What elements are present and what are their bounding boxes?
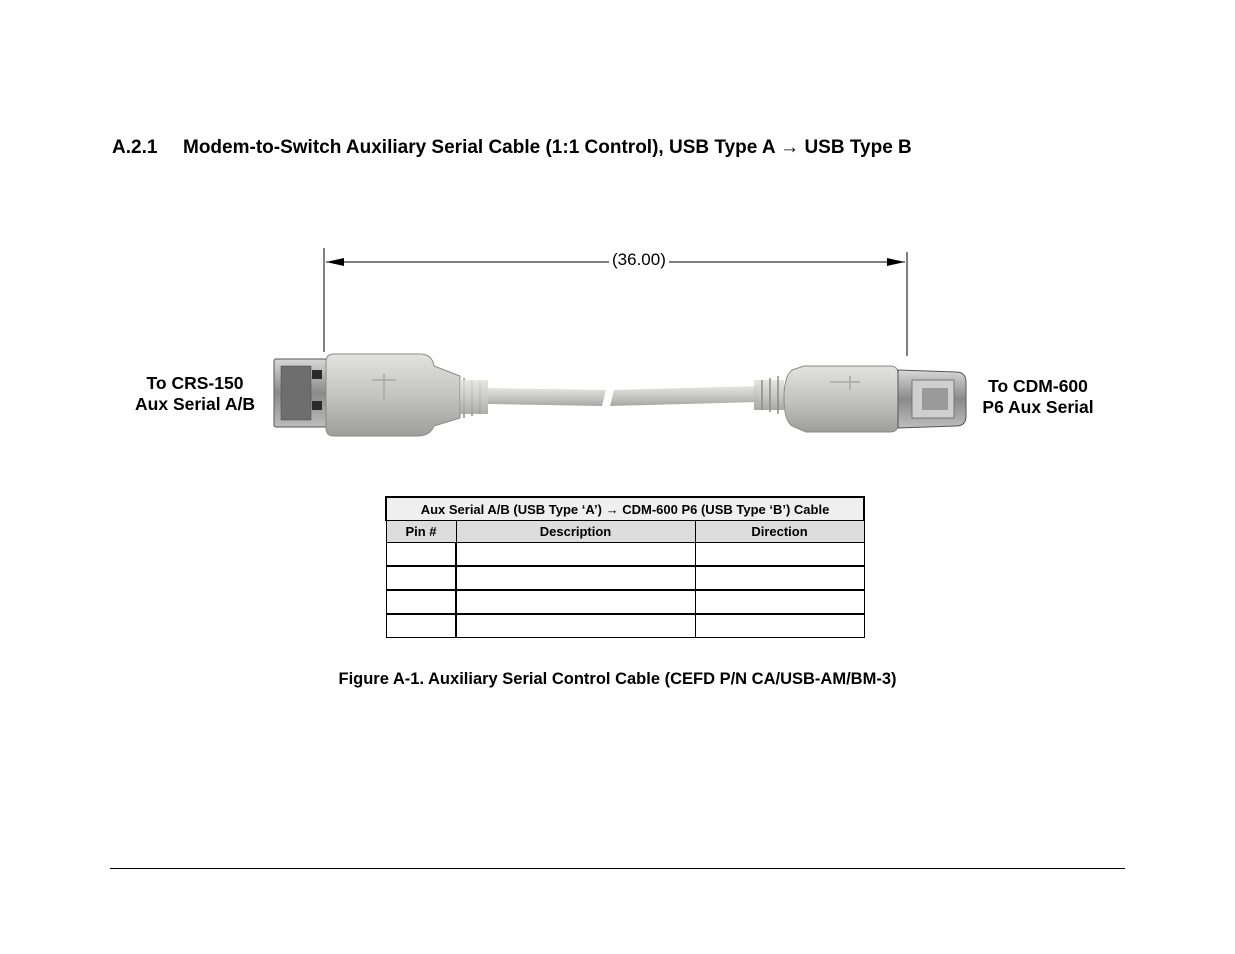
table-title: Aux Serial A/B (USB Type ‘A’) → CDM-600 P6 (USB Type ‘B’) Cable	[386, 497, 864, 521]
cell-direction	[695, 590, 864, 614]
figure-caption: Figure A-1. Auxiliary Serial Control Cable (CEFD P/N CA/USB-AM/BM-3)	[338, 670, 897, 688]
cell-description	[456, 614, 695, 638]
header-direction: Direction	[695, 521, 864, 543]
table-row	[386, 590, 864, 614]
cell-direction	[695, 566, 864, 590]
left-label-line-2: Aux Serial A/B	[135, 394, 255, 414]
cell-direction	[695, 543, 864, 567]
section-title: Modem-to-Switch Auxiliary Serial Cable (1:1 Control), USB Type A → USB Type B	[183, 137, 912, 158]
right-connector-label	[972, 376, 1104, 418]
table-row	[386, 543, 864, 567]
usb-type-b-plug	[754, 366, 966, 432]
cable-right-segment	[610, 386, 758, 406]
pinout-table	[385, 496, 865, 638]
footer-rule	[110, 868, 1125, 869]
right-label-line-2: P6 Aux Serial	[982, 397, 1094, 417]
cell-pin	[386, 590, 456, 614]
header-description: Description	[456, 521, 695, 543]
dimension-label: (36.00)	[609, 250, 669, 270]
left-connector-label	[124, 373, 266, 415]
header-pin: Pin #	[386, 521, 456, 543]
cell-pin	[386, 566, 456, 590]
cell-pin	[386, 543, 456, 567]
section-number: A.2.1	[112, 137, 158, 158]
cell-description	[456, 543, 695, 567]
table-row	[386, 614, 864, 638]
usb-type-a-plug	[274, 354, 488, 436]
cell-description	[456, 590, 695, 614]
left-label-line-1: To CRS-150	[146, 373, 244, 393]
cell-pin	[386, 614, 456, 638]
table-row	[386, 566, 864, 590]
cell-direction	[695, 614, 864, 638]
cell-description	[456, 566, 695, 590]
cable-left-segment	[488, 388, 606, 406]
right-label-line-1: To CDM-600	[988, 376, 1088, 396]
